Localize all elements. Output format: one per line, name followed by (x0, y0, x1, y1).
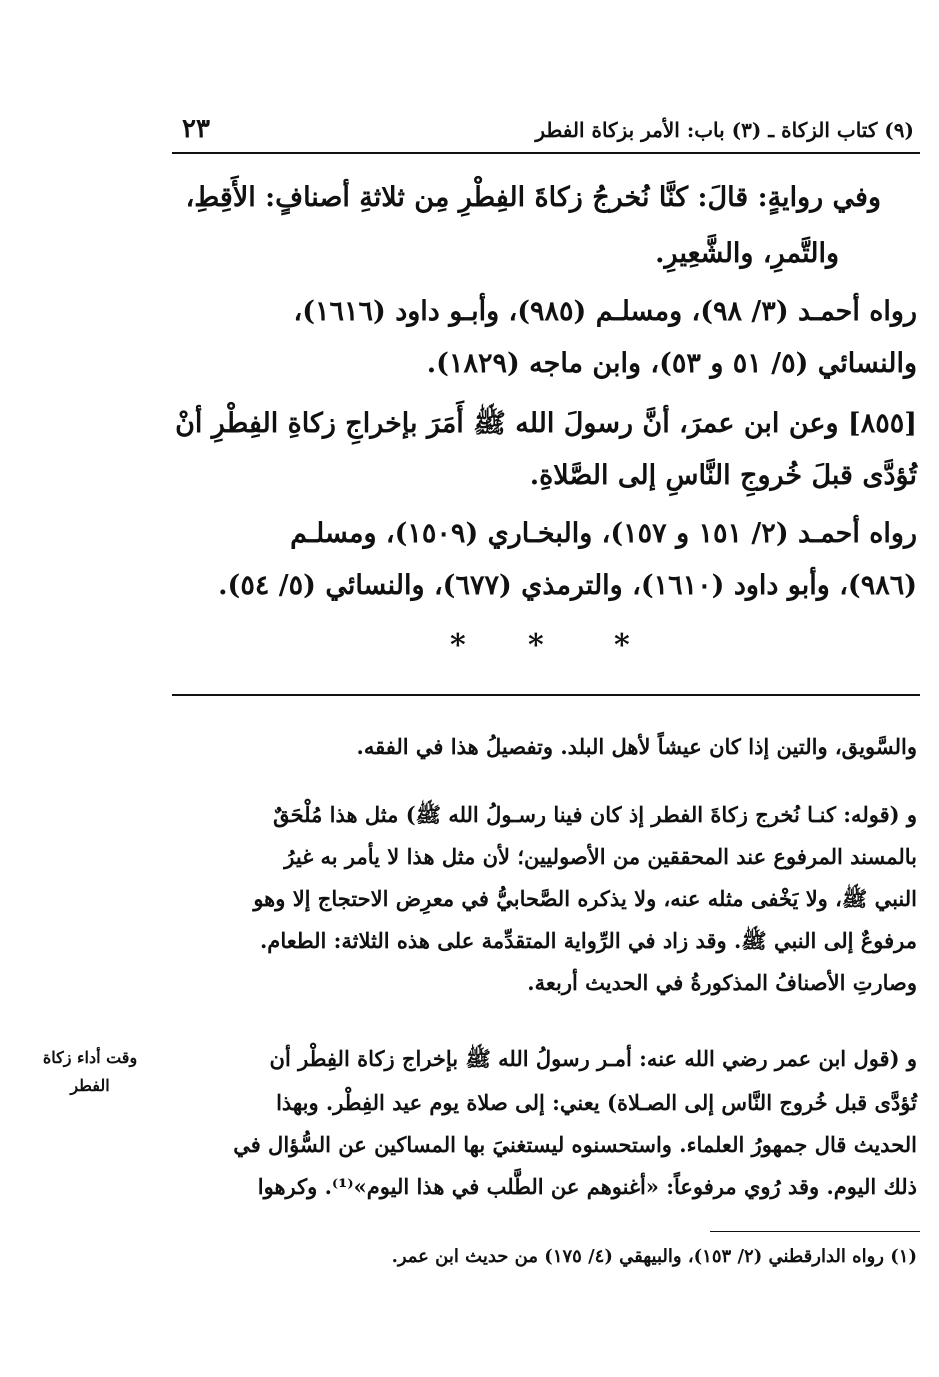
main-para4-line2: (٩٨٦)، وأبو داود (١٦١٠)، والترمذي (٦٧٧)، والنسائي (٥/ ٥٤). (218, 570, 917, 601)
section-divider-stars (430, 628, 660, 663)
com-para2-line5: وصارتِ الأصنافُ المذكورةُ في الحديث أربعة. (527, 970, 917, 995)
page-header (172, 110, 920, 154)
main-commentary-divider (172, 694, 920, 696)
main-para3-line1: [٨٥٥] وعن ابن عمرَ، أنَّ رسولَ الله ﷺ أَمَرَ بإخراجِ زكاةِ الفِطْرِ أنْ (175, 408, 917, 439)
footnote-divider (710, 1231, 920, 1232)
margin-note-line2: الفطر (70, 1076, 110, 1095)
main-para1-line2: والتَّمرِ، والشَّعِيرِ. (655, 238, 839, 269)
main-para2-line1: رواه أحمـد (٣/ ٩٨)، ومسلـم (٩٨٥)، وأبـو داود (١٦١٦)، (293, 296, 917, 327)
com-para3-line1: و (قول ابن عمر رضي الله عنه: أمـر رسولُ الله ﷺ بإخراج زكاة الفِطْر أن (269, 1046, 917, 1071)
com-para3-line2: تُؤدَّى قبل خُروج النَّاس إلى الصـلاة) يعني: إلى صلاة يوم عيد الفِطْر. وبهذا (276, 1090, 917, 1115)
margin-note (16, 1044, 164, 1100)
star: * (450, 628, 466, 663)
footnote: (١) رواه الدارقطني (٢/ ١٥٣)، والبيهقي (٤/ ١٧٥) من حديث ابن عمر. (391, 1246, 917, 1267)
com-para3-line4: ذلك اليوم. وقد رُوي مرفوعاً: «أغنوهم عن الطَّلب في هذا اليوم»⁽¹⁾. وكرهوا (257, 1174, 917, 1199)
com-para3-line3: الحديث قال جمهورُ العلماء. واستحسنوه ليستغنيَ بها المساكين عن السُّؤال في (233, 1132, 917, 1157)
main-para3-line2: تُؤدَّى قبلَ خُروجِ النَّاسِ إلى الصَّلاةِ. (529, 460, 917, 491)
main-para1-line1: وفي روايةٍ: قالَ: كنَّا نُخرجُ زكاةَ الفِطْرِ مِن ثلاثةِ أصنافٍ: الأَقِطِ، (185, 182, 881, 213)
margin-note-line1: وقت أداء زكاة (42, 1048, 138, 1067)
com-para1-line1: والسَّويق، والتين إذا كان عيشاً لأهل البلد. وتفصيلُ هذا في الفقه. (356, 734, 917, 759)
running-title: (٩) كتاب الزكاة ـ (٣) باب: الأمر بزكاة الفطر (535, 118, 914, 142)
star: * (614, 628, 630, 663)
com-para2-line4: مرفوعٌ إلى النبي ﷺ. وقد زاد في الرِّواية المتقدِّمة على هذه الثلاثة: الطعام. (260, 928, 917, 953)
com-para2-line3: النبي ﷺ، ولا يَخْفى مثله عنه، ولا يذكره الصَّحابيُّ في معرِض الاحتجاج إلا وهو (253, 886, 917, 911)
com-para2-line2: بالمسند المرفوع عند المحققين من الأصوليين؛ لأن مثل هذا لا يأمر به غيرُ (284, 844, 917, 869)
star: * (528, 628, 544, 663)
main-para4-line1: رواه أحمـد (٢/ ١٥١ و ١٥٧)، والبخـاري (١٥٠٩)، ومسلـم (290, 518, 917, 549)
com-para2-line1: و (قوله: كنـا نُخرج زكاةَ الفطر إذ كان فينا رسـولُ الله ﷺ) مثل هذا مُلْحَقٌ (273, 802, 917, 827)
main-para2-line2: والنسائي (٥/ ٥١ و ٥٣)، وابن ماجه (١٨٢٩). (426, 348, 917, 379)
page-number: ٢٣ (182, 114, 210, 144)
